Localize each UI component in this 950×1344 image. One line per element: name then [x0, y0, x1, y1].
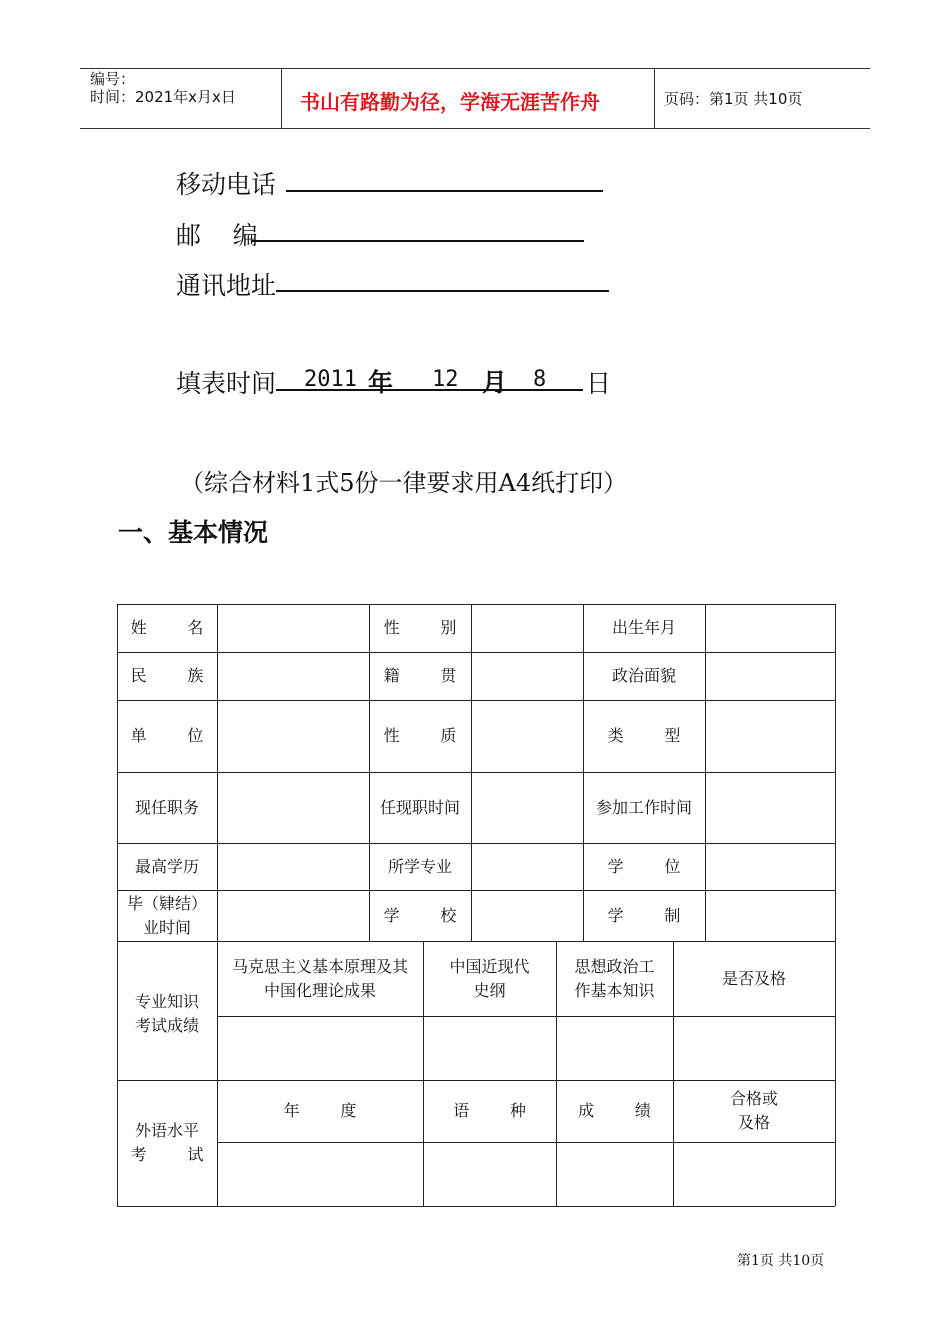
- education-label: 最高学历: [134, 856, 199, 876]
- name-label: 姓 名: [130, 618, 204, 637]
- lang-pass-header: [673, 1080, 835, 1142]
- lang-exam-label: [117, 1080, 217, 1206]
- lang-language-value-cell[interactable]: [423, 1142, 556, 1206]
- marxism-header: [217, 941, 423, 1016]
- ideology-score-cell[interactable]: [556, 1016, 673, 1080]
- fill-date-year-unit: 年: [368, 368, 394, 397]
- lang-exam-label-line1: 外语水平: [134, 1121, 199, 1140]
- fill-date-month: 12: [432, 367, 459, 392]
- section-title: 一、基本情况: [118, 518, 269, 547]
- current-post-value-cell[interactable]: [217, 772, 369, 843]
- history-score-cell[interactable]: [423, 1016, 556, 1080]
- history-header-line1: 中国近现代: [449, 957, 530, 976]
- lang-year-header: 年 度: [283, 1101, 357, 1120]
- major-value-cell[interactable]: [471, 843, 583, 890]
- graduation-label: [117, 890, 217, 941]
- post-time-label: 任现职时间: [379, 797, 460, 817]
- nature-value-cell[interactable]: [471, 700, 583, 772]
- header-page-label: 页码：第1页 共10页: [664, 90, 803, 108]
- fill-date-label: 填表时间: [176, 369, 277, 398]
- marxism-score-cell[interactable]: [217, 1016, 423, 1080]
- pass-value-cell[interactable]: [673, 1016, 835, 1080]
- print-requirement-note: （综合材料1式5份一律要求用A4纸打印）: [180, 469, 628, 497]
- school-label: 学 校: [383, 905, 457, 925]
- major-label: 所学专业: [387, 856, 452, 876]
- fill-date-day: 8: [533, 367, 547, 392]
- system-value-cell[interactable]: [705, 890, 835, 941]
- native-place-value-cell[interactable]: [471, 652, 583, 700]
- gender-value-cell[interactable]: [471, 604, 583, 652]
- graduation-label-line2: 业时间: [142, 917, 191, 937]
- lang-pass-header-line2: 及格: [737, 1113, 770, 1132]
- political-status-label: 政治面貌: [611, 666, 676, 685]
- lang-language-header: 语 种: [453, 1101, 526, 1120]
- gender-label: 性 别: [383, 618, 457, 637]
- zip-field-line[interactable]: [252, 240, 584, 242]
- address-field-line[interactable]: [276, 290, 609, 292]
- type-value-cell[interactable]: [705, 700, 835, 772]
- graduation-label-line1: 毕（肄结）: [126, 893, 207, 913]
- unit-label: 单 位: [130, 726, 204, 745]
- mobile-label: 移动电话: [176, 170, 277, 199]
- current-post-label: 现任职务: [134, 797, 199, 817]
- system-label: 学 制: [607, 905, 681, 925]
- post-time-value-cell[interactable]: [471, 772, 583, 843]
- header-motto: 书山有路勤为径，学海无涯苦作舟: [300, 90, 600, 114]
- ethnicity-label: 民 族: [130, 666, 204, 685]
- time-label: 时间：2021年x月x日: [90, 88, 236, 106]
- prof-exam-label: [117, 941, 217, 1080]
- native-place-label: 籍 贯: [383, 666, 457, 685]
- lang-score-value-cell[interactable]: [556, 1142, 673, 1206]
- birth-value-cell[interactable]: [705, 604, 835, 652]
- lang-pass-header-line1: 合格或: [729, 1089, 778, 1108]
- birth-label: 出生年月: [611, 618, 676, 637]
- prof-exam-label-line2: 考试成绩: [134, 1015, 199, 1035]
- ideology-header-line2: 作基本知识: [574, 981, 655, 1000]
- fill-date-year: 2011: [304, 367, 357, 392]
- table-rule: [835, 604, 836, 1206]
- fill-date-month-unit: 月: [482, 368, 508, 397]
- work-start-value-cell[interactable]: [705, 772, 835, 843]
- lang-score-header: 成 绩: [578, 1101, 651, 1120]
- name-value-cell[interactable]: [217, 604, 369, 652]
- unit-value-cell[interactable]: [217, 700, 369, 772]
- lang-pass-value-cell[interactable]: [673, 1142, 835, 1206]
- nature-label: 性 质: [383, 726, 457, 745]
- header-top-rule: [80, 68, 870, 69]
- school-value-cell[interactable]: [471, 890, 583, 941]
- ideology-header: [556, 941, 673, 1016]
- ethnicity-value-cell[interactable]: [217, 652, 369, 700]
- table-rule: [117, 1206, 835, 1207]
- degree-value-cell[interactable]: [705, 843, 835, 890]
- graduation-value-cell[interactable]: [217, 890, 369, 941]
- ideology-header-line1: 思想政治工: [574, 957, 655, 976]
- serial-label: 编号：: [90, 70, 136, 88]
- lang-year-value-cell[interactable]: [217, 1142, 423, 1206]
- header-divider: [281, 68, 282, 129]
- zip-label: 邮 编: [176, 221, 258, 250]
- marxism-header-line1: 马克思主义基本原理及其: [231, 957, 408, 976]
- degree-label: 学 位: [607, 856, 681, 876]
- type-label: 类 型: [607, 726, 681, 745]
- fill-date-day-unit: 日: [586, 369, 612, 398]
- lang-exam-label-line2: 考 试: [130, 1145, 204, 1164]
- address-label: 通讯地址: [176, 271, 277, 300]
- marxism-header-line2: 中国化理论成果: [263, 981, 376, 1000]
- education-value-cell[interactable]: [217, 843, 369, 890]
- history-header: [423, 941, 556, 1016]
- header-bottom-rule: [80, 128, 870, 129]
- mobile-field-line[interactable]: [286, 190, 603, 192]
- pass-header: 是否及格: [721, 969, 786, 988]
- history-header-line2: 史纲: [473, 981, 506, 1000]
- prof-exam-label-line1: 专业知识: [134, 991, 199, 1011]
- page-footer: 第1页 共10页: [737, 1253, 825, 1269]
- work-start-label: 参加工作时间: [595, 797, 692, 817]
- header-divider: [654, 68, 655, 129]
- political-status-value-cell[interactable]: [705, 652, 835, 700]
